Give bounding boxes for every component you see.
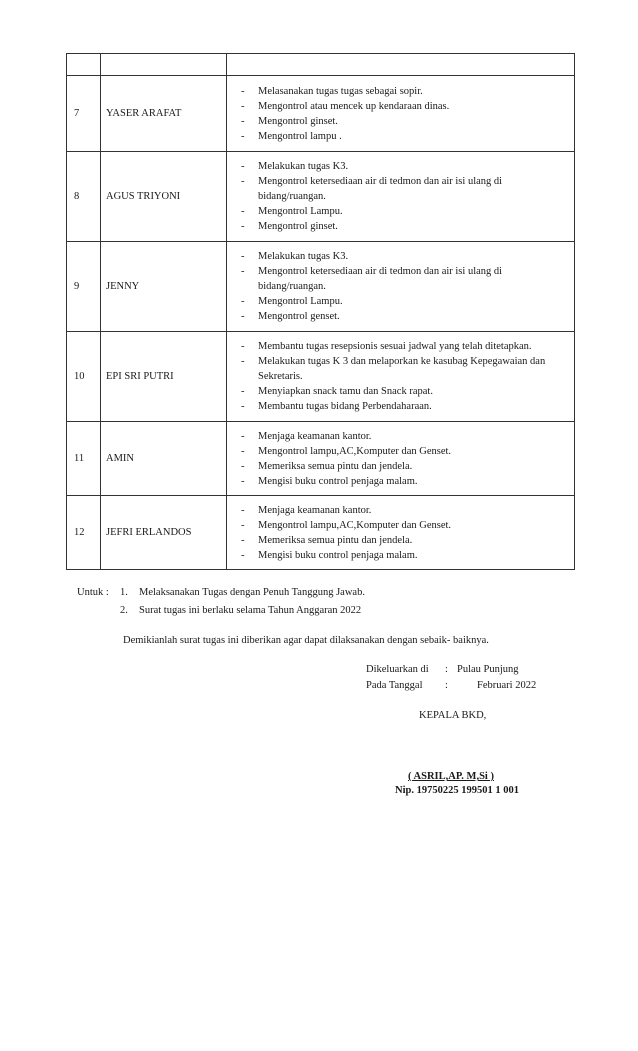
task-list — [241, 249, 566, 324]
row-number: 7 — [67, 76, 101, 152]
task-cell — [227, 332, 575, 422]
task-item: - Mengontrol ketersediaan air di tedmon dan air isi ulang di bidang/ruangan. — [241, 264, 566, 294]
untuk-item-1-number: 1. — [120, 587, 128, 598]
row-number: 11 — [67, 422, 101, 496]
row-number: 10 — [67, 332, 101, 422]
untuk-label: Untuk : — [77, 587, 109, 598]
issued-place-value: Pulau Punjung — [457, 664, 519, 675]
task-item: - Memeriksa semua pintu dan jendela. — [241, 533, 566, 548]
task-list — [241, 339, 566, 414]
table-row — [67, 76, 575, 152]
closing-sentence: Demikianlah surat tugas ini diberikan agar dapat dilaksanakan dengan sebaik- baiknya. — [123, 635, 489, 646]
issued-place-label: Dikeluarkan di — [366, 664, 429, 675]
staff-name: JENNY — [101, 242, 227, 332]
staff-name: AMIN — [101, 422, 227, 496]
task-item: - Mengontrol genset. — [241, 309, 566, 324]
issued-date-value: Februari 2022 — [477, 680, 537, 691]
task-item: - Menyiapkan snack tamu dan Snack rapat. — [241, 384, 566, 399]
task-item: - Melakukan tugas K3. — [241, 159, 566, 174]
row-number — [67, 54, 101, 76]
table-row — [67, 152, 575, 242]
table-row — [67, 332, 575, 422]
task-cell — [227, 496, 575, 570]
row-number: 8 — [67, 152, 101, 242]
issued-date-label: Pada Tanggal — [366, 680, 423, 691]
task-item: - Memeriksa semua pintu dan jendela. — [241, 459, 566, 474]
task-item: - Mengontrol lampu . — [241, 129, 566, 144]
signatory-title: KEPALA BKD, — [419, 710, 487, 721]
task-item: - Menjaga keamanan kantor. — [241, 429, 566, 444]
issued-place-separator: : — [445, 664, 448, 675]
task-cell — [227, 422, 575, 496]
task-item: - Mengontrol ketersediaan air di tedmon dan air isi ulang di bidang/ruangan. — [241, 174, 566, 204]
task-list — [241, 429, 566, 489]
task-item: - Menjaga keamanan kantor. — [241, 503, 566, 518]
untuk-item-1-text: Melaksanakan Tugas dengan Penuh Tanggung Jawab. — [139, 587, 365, 598]
untuk-item-2-number: 2. — [120, 605, 128, 616]
task-item: - Melasanakan tugas tugas sebagai sopir. — [241, 84, 566, 99]
issued-date-separator: : — [445, 680, 448, 691]
task-item: - Mengontrol Lampu. — [241, 294, 566, 309]
duty-table — [66, 53, 575, 570]
task-cell — [227, 76, 575, 152]
row-number: 12 — [67, 496, 101, 570]
staff-name: JEFRI ERLANDOS — [101, 496, 227, 570]
signatory-nip: Nip. 19750225 199501 1 001 — [395, 785, 519, 796]
task-item: - Membantu tugas resepsionis sesuai jadwal yang telah ditetapkan. — [241, 339, 566, 354]
staff-name: AGUS TRIYONI — [101, 152, 227, 242]
task-item: - Mengontrol lampu,AC,Komputer dan Genset. — [241, 444, 566, 459]
staff-name: YASER ARAFAT — [101, 76, 227, 152]
task-item: - Mengontrol ginset. — [241, 114, 566, 129]
untuk-item-2-text: Surat tugas ini berlaku selama Tahun Anggaran 2022 — [139, 605, 362, 616]
task-list — [241, 159, 566, 234]
table-row — [67, 242, 575, 332]
task-item: - Mengontrol lampu,AC,Komputer dan Genset. — [241, 518, 566, 533]
task-item: - Melakukan tugas K 3 dan melaporkan ke kasubag Kepegawaian dan Sekretaris. — [241, 354, 566, 384]
task-item: - Membantu tugas bidang Perbendaharaan. — [241, 399, 566, 414]
task-cell — [227, 242, 575, 332]
table-row — [67, 54, 575, 76]
task-item: - Mengisi buku control penjaga malam. — [241, 548, 566, 563]
task-list — [241, 503, 566, 563]
staff-name: EPI SRI PUTRI — [101, 332, 227, 422]
table-row — [67, 496, 575, 570]
task-item: - Mengontrol ginset. — [241, 219, 566, 234]
task-cell — [227, 152, 575, 242]
duty-table-body — [67, 54, 575, 570]
task-list — [241, 84, 566, 144]
table-row — [67, 422, 575, 496]
task-cell — [227, 54, 575, 76]
row-number: 9 — [67, 242, 101, 332]
staff-name — [101, 54, 227, 76]
task-item: - Mengontrol Lampu. — [241, 204, 566, 219]
task-item: - Melakukan tugas K3. — [241, 249, 566, 264]
task-item: - Mengontrol atau mencek up kendaraan dinas. — [241, 99, 566, 114]
signatory-name: ( ASRIL,AP. M,Si ) — [408, 771, 494, 782]
task-item: - Mengisi buku control penjaga malam. — [241, 474, 566, 489]
